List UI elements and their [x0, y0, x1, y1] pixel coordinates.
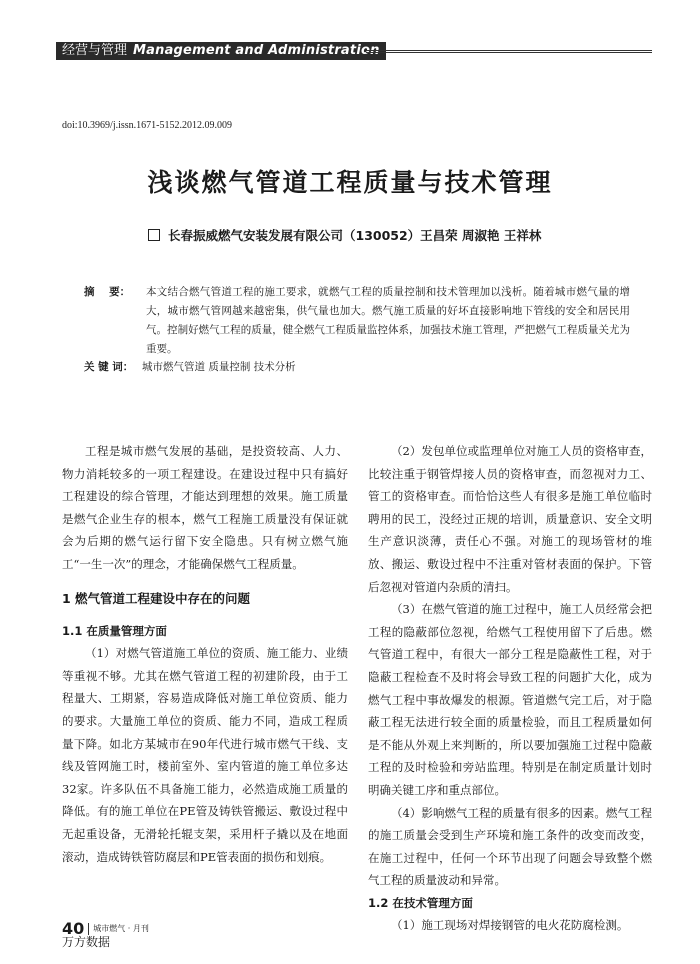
- authors-text: 长春振威燃气安装发展有限公司（130052）王昌荣 周淑艳 王祥林: [168, 228, 542, 243]
- section-label: [56, 42, 386, 60]
- section-label-en: Management and Administration: [133, 43, 380, 58]
- subsection-heading: 1.1 在质量管理方面: [62, 623, 167, 638]
- body-column-left: [62, 440, 348, 868]
- intro-paragraph: 工程是城市燃气发展的基础，是投资较高、人力、物力消耗较多的一项工程建设。在建设过程中只有搞好工程建设的综合管理，才能达到理想的效果。施工质量是燃气企业生存的根本，燃气工程施工质量没有保证就会为后期的燃气运行留下安全隐患。只有树立燃气施工“一生一次”的理念，才能确保燃气工程质量。: [62, 444, 348, 571]
- header-rule: [366, 50, 652, 53]
- author-line: [148, 226, 541, 244]
- body-column-right: [368, 440, 652, 937]
- abstract: [84, 283, 630, 359]
- checkbox-square-icon: [148, 229, 160, 241]
- body-paragraph: （4）影响燃气工程的质量有很多的因素。燃气工程的施工质量会受到生产环境和施工条件的改变而改变，在施工过程中，任何一个环节出现了问题会导致整个燃气工程的质量波动和异常。: [368, 805, 652, 888]
- abstract-label: 摘 要：: [84, 286, 131, 298]
- body-paragraph: （1）施工现场对焊接钢管的电火花防腐检测。: [391, 918, 629, 933]
- subsection-heading: 1.2 在技术管理方面: [368, 895, 473, 910]
- section-label-cn: 经营与管理: [62, 43, 128, 58]
- section-header: [56, 42, 652, 60]
- body-paragraph: （3）在燃气管道的施工过程中，施工人员经常会把工程的隐蔽部位忽视，给燃气工程使用留下了后患。燃气管道工程中，有很大一部分工程是隐蔽性工程，对于隐蔽工程检查不及时将会导致工程的问题扩大化，成为燃气工程中事故爆发的根源。管道燃气完工后，对于隐蔽工程无法进行较全面的质量检验，而且工程质量如何是不能从外观上来判断的，所以要加强施工过程中隐蔽工程的及时检验和旁站监理。特别是在制定质量计划时明确关键工序和重点部位。: [368, 602, 652, 797]
- doi: doi:10.3969/j.issn.1671-5152.2012.09.009: [62, 120, 233, 131]
- watermark: 万方数据: [62, 935, 111, 949]
- journal-name: 城市燃气 · 月刊: [93, 924, 149, 933]
- section-heading: 1 燃气管道工程建设中存在的问题: [62, 590, 251, 606]
- keywords-label: 关 键 词：: [84, 361, 134, 373]
- body-paragraph: （1）对燃气管道施工单位的资质、施工能力、业绩等重视不够。尤其在燃气管道工程的初建阶段，由于工程量大、工期紧，容易造成降低对施工单位资质、能力的要求。大量施工单位的资质、能力不同，造成工程质量下降。如北方某城市在90年代进行城市燃气干线、支线及管网施工时，楼前室外、室内管道的施工单位多达32家。许多队伍不具备施工能力，必然造成施工质量的降低。有的施工单位在PE管及铸铁管搬运、敷设过程中无起重设备，无滑轮托辊支架，采用杆子撬以及在地面滚动，造成铸铁管防腐层和PE管表面的损伤和划痕。: [62, 646, 348, 864]
- keywords: [84, 358, 630, 376]
- keywords-text: 城市燃气管道 质量控制 技术分析: [142, 361, 296, 373]
- article-title: 浅谈燃气管道工程质量与技术管理: [147, 168, 553, 197]
- page-footer: [62, 918, 149, 949]
- abstract-text: 本文结合燃气管道工程的施工要求，就燃气工程的质量控制和技术管理加以浅析。随着城市燃气量的增大，城市燃气管网越来越密集，供气量也加大。燃气施工质量的好坏直接影响地下管线的安全和居民用气。控制好燃气工程的质量，健全燃气工程质量监控体系，加强技术施工管理，严把燃气工程质量关尤为重要。: [146, 286, 630, 355]
- body-paragraph: （2）发包单位或监理单位对施工人员的资格审查，比较注重于钢管焊接人员的资格审查，而忽视对力工、管工的资格审查。而恰恰这些人有很多是施工单位临时聘用的民工，没经过正规的培训，质量意识、安全文明生产意识淡薄，责任心不强。对施工的现场管材的堆放、搬运、敷设过程中不注重对管材表面的保护。下管后忽视对管道内杂质的清扫。: [368, 444, 652, 594]
- footer-divider: [88, 923, 89, 935]
- page-number: 40: [62, 919, 85, 938]
